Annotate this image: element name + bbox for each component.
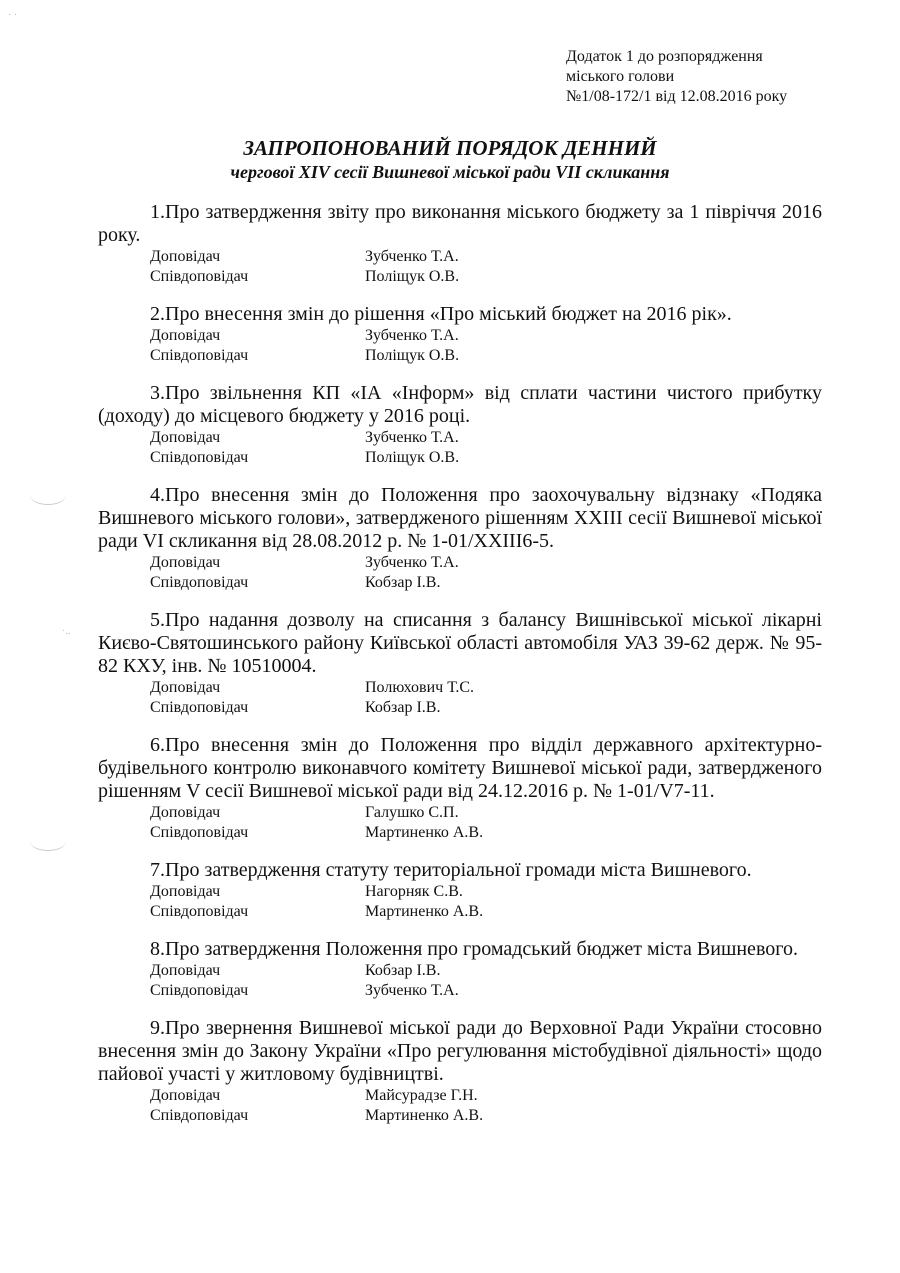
- coreporter-row: [98, 981, 822, 1001]
- agenda-item: [98, 303, 822, 366]
- coreporter-label: Співдоповідач: [150, 824, 249, 841]
- reporter-label: Доповідач: [150, 554, 221, 571]
- reporter-name: Кобзар І.В.: [365, 962, 441, 979]
- agenda-item: [98, 859, 822, 922]
- reporter-row: [98, 961, 822, 981]
- reporter-name: Зубченко Т.А.: [365, 429, 459, 446]
- coreporter-label: Співдоповідач: [150, 903, 249, 920]
- reporter-row: [98, 326, 822, 346]
- annex-line: Додаток 1 до розпорядження: [566, 48, 763, 65]
- reporter-row: [98, 428, 822, 448]
- coreporter-label: Співдоповідач: [150, 347, 249, 364]
- agenda-item: [98, 382, 822, 468]
- annex-reference: [566, 47, 787, 107]
- coreporter-row: [98, 448, 822, 468]
- reporter-label: Доповідач: [150, 962, 221, 979]
- reporter-name: Зубченко Т.А.: [365, 554, 459, 571]
- document-title: ЗАПРОПОНОВАНИЙ ПОРЯДОК ДЕННИЙ: [243, 136, 657, 160]
- annex-line: №1/08-172/1 від 12.08.2016 року: [566, 88, 788, 105]
- agenda-item: [98, 609, 822, 718]
- reporter-row: [98, 553, 822, 573]
- reporter-row: [98, 678, 822, 698]
- agenda-item-text: 2.Про внесення змін до рішення «Про міський бюджет на 2016 рік».: [150, 303, 732, 325]
- coreporter-label: Співдоповідач: [150, 699, 249, 716]
- agenda-item-text: 1.Про затвердження звіту про виконання міського бюджету за 1 півріччя 2016 року.: [98, 201, 822, 246]
- coreporter-name: Мартиненко А.В.: [365, 903, 484, 920]
- reporter-label: Доповідач: [150, 883, 221, 900]
- coreporter-label: Співдоповідач: [150, 574, 249, 591]
- coreporter-row: [98, 698, 822, 718]
- reporter-row: [98, 803, 822, 823]
- reporter-label: Доповідач: [150, 1087, 221, 1104]
- reporter-name: Нагорняк С.В.: [365, 883, 463, 900]
- agenda-item-text: 4.Про внесення змін до Положення про заохочувальну відзнаку «Подяка Вишневого міського голови», затвердженого рішенням XXIII сесії Вишневої міської ради VI скликання від 28.08.2012 р. № 1-01/XXIII6-5.: [98, 484, 822, 552]
- reporter-name: Майсурадзе Г.Н.: [365, 1087, 478, 1104]
- coreporter-name: Мартиненко А.В.: [365, 824, 484, 841]
- reporter-label: Доповідач: [150, 679, 221, 696]
- agenda-item-text: 5.Про надання дозволу на списання з балансу Вишнівської міської лікарні Києво-Святошинського району Київської області автомобіля УАЗ 39-62 держ. № 95-82 КХУ, інв. № 10510004.: [98, 609, 822, 677]
- coreporter-label: Співдоповідач: [150, 268, 249, 285]
- reporter-label: Доповідач: [150, 804, 221, 821]
- agenda-item: [98, 201, 822, 287]
- coreporter-row: [98, 346, 822, 366]
- document-subtitle: чергової XIV сесії Вишневої міської ради VII скликання: [230, 162, 670, 182]
- agenda-list: [98, 201, 822, 1142]
- punch-hole-mark: [30, 486, 66, 505]
- reporter-row: [98, 247, 822, 267]
- reporter-name: Зубченко Т.А.: [365, 248, 459, 265]
- reporter-row: [98, 1086, 822, 1106]
- coreporter-row: [98, 573, 822, 593]
- coreporter-label: Співдоповідач: [150, 1107, 249, 1124]
- agenda-item-text: 9.Про звернення Вишневої міської ради до Верховної Ради України стосовно внесення змін до Закону України «Про регулювання містобудівної діяльності» щодо пайової участі у житловому будівництві.: [98, 1017, 822, 1085]
- coreporter-name: Поліщук О.В.: [365, 347, 460, 364]
- coreporter-name: Кобзар І.В.: [365, 699, 441, 716]
- coreporter-row: [98, 902, 822, 922]
- coreporter-name: Зубченко Т.А.: [365, 982, 459, 999]
- annex-line: міського голови: [566, 68, 675, 85]
- agenda-item-text: 8.Про затвердження Положення про громадський бюджет міста Вишневого.: [150, 938, 798, 960]
- coreporter-name: Поліщук О.В.: [365, 449, 460, 466]
- agenda-item: [98, 1017, 822, 1126]
- coreporter-label: Співдоповідач: [150, 982, 249, 999]
- reporter-name: Галушко С.П.: [365, 804, 459, 821]
- reporter-row: [98, 882, 822, 902]
- coreporter-label: Співдоповідач: [150, 449, 249, 466]
- reporter-label: Доповідач: [150, 248, 221, 265]
- reporter-label: Доповідач: [150, 429, 221, 446]
- coreporter-name: Кобзар І.В.: [365, 574, 441, 591]
- agenda-item-text: 6.Про внесення змін до Положення про відділ державного архітектурно-будівельного контролю виконавчого комітету Вишневої міської ради, затвердженого рішенням V сесії Вишневої міської ради від 24.12.2016 р. № 1-01/V7-11.: [98, 734, 822, 802]
- agenda-item: [98, 938, 822, 1001]
- reporter-label: Доповідач: [150, 327, 221, 344]
- coreporter-name: Мартиненко А.В.: [365, 1107, 484, 1124]
- scan-speck: ·..: [62, 626, 71, 637]
- scan-speck: · ·: [8, 10, 18, 21]
- agenda-item: [98, 734, 822, 843]
- agenda-item-text: 7.Про затвердження статуту територіальної громади міста Вишневого.: [150, 859, 752, 881]
- punch-hole-mark: [30, 832, 66, 851]
- reporter-name: Зубченко Т.А.: [365, 327, 459, 344]
- coreporter-row: [98, 823, 822, 843]
- agenda-item: [98, 484, 822, 593]
- agenda-item-text: 3.Про звільнення КП «ІА «Інформ» від сплати частини чистого прибутку (доходу) до місцевого бюджету у 2016 році.: [98, 382, 822, 427]
- reporter-name: Полюхович Т.С.: [365, 679, 475, 696]
- coreporter-row: [98, 267, 822, 287]
- coreporter-name: Поліщук О.В.: [365, 268, 460, 285]
- coreporter-row: [98, 1106, 822, 1126]
